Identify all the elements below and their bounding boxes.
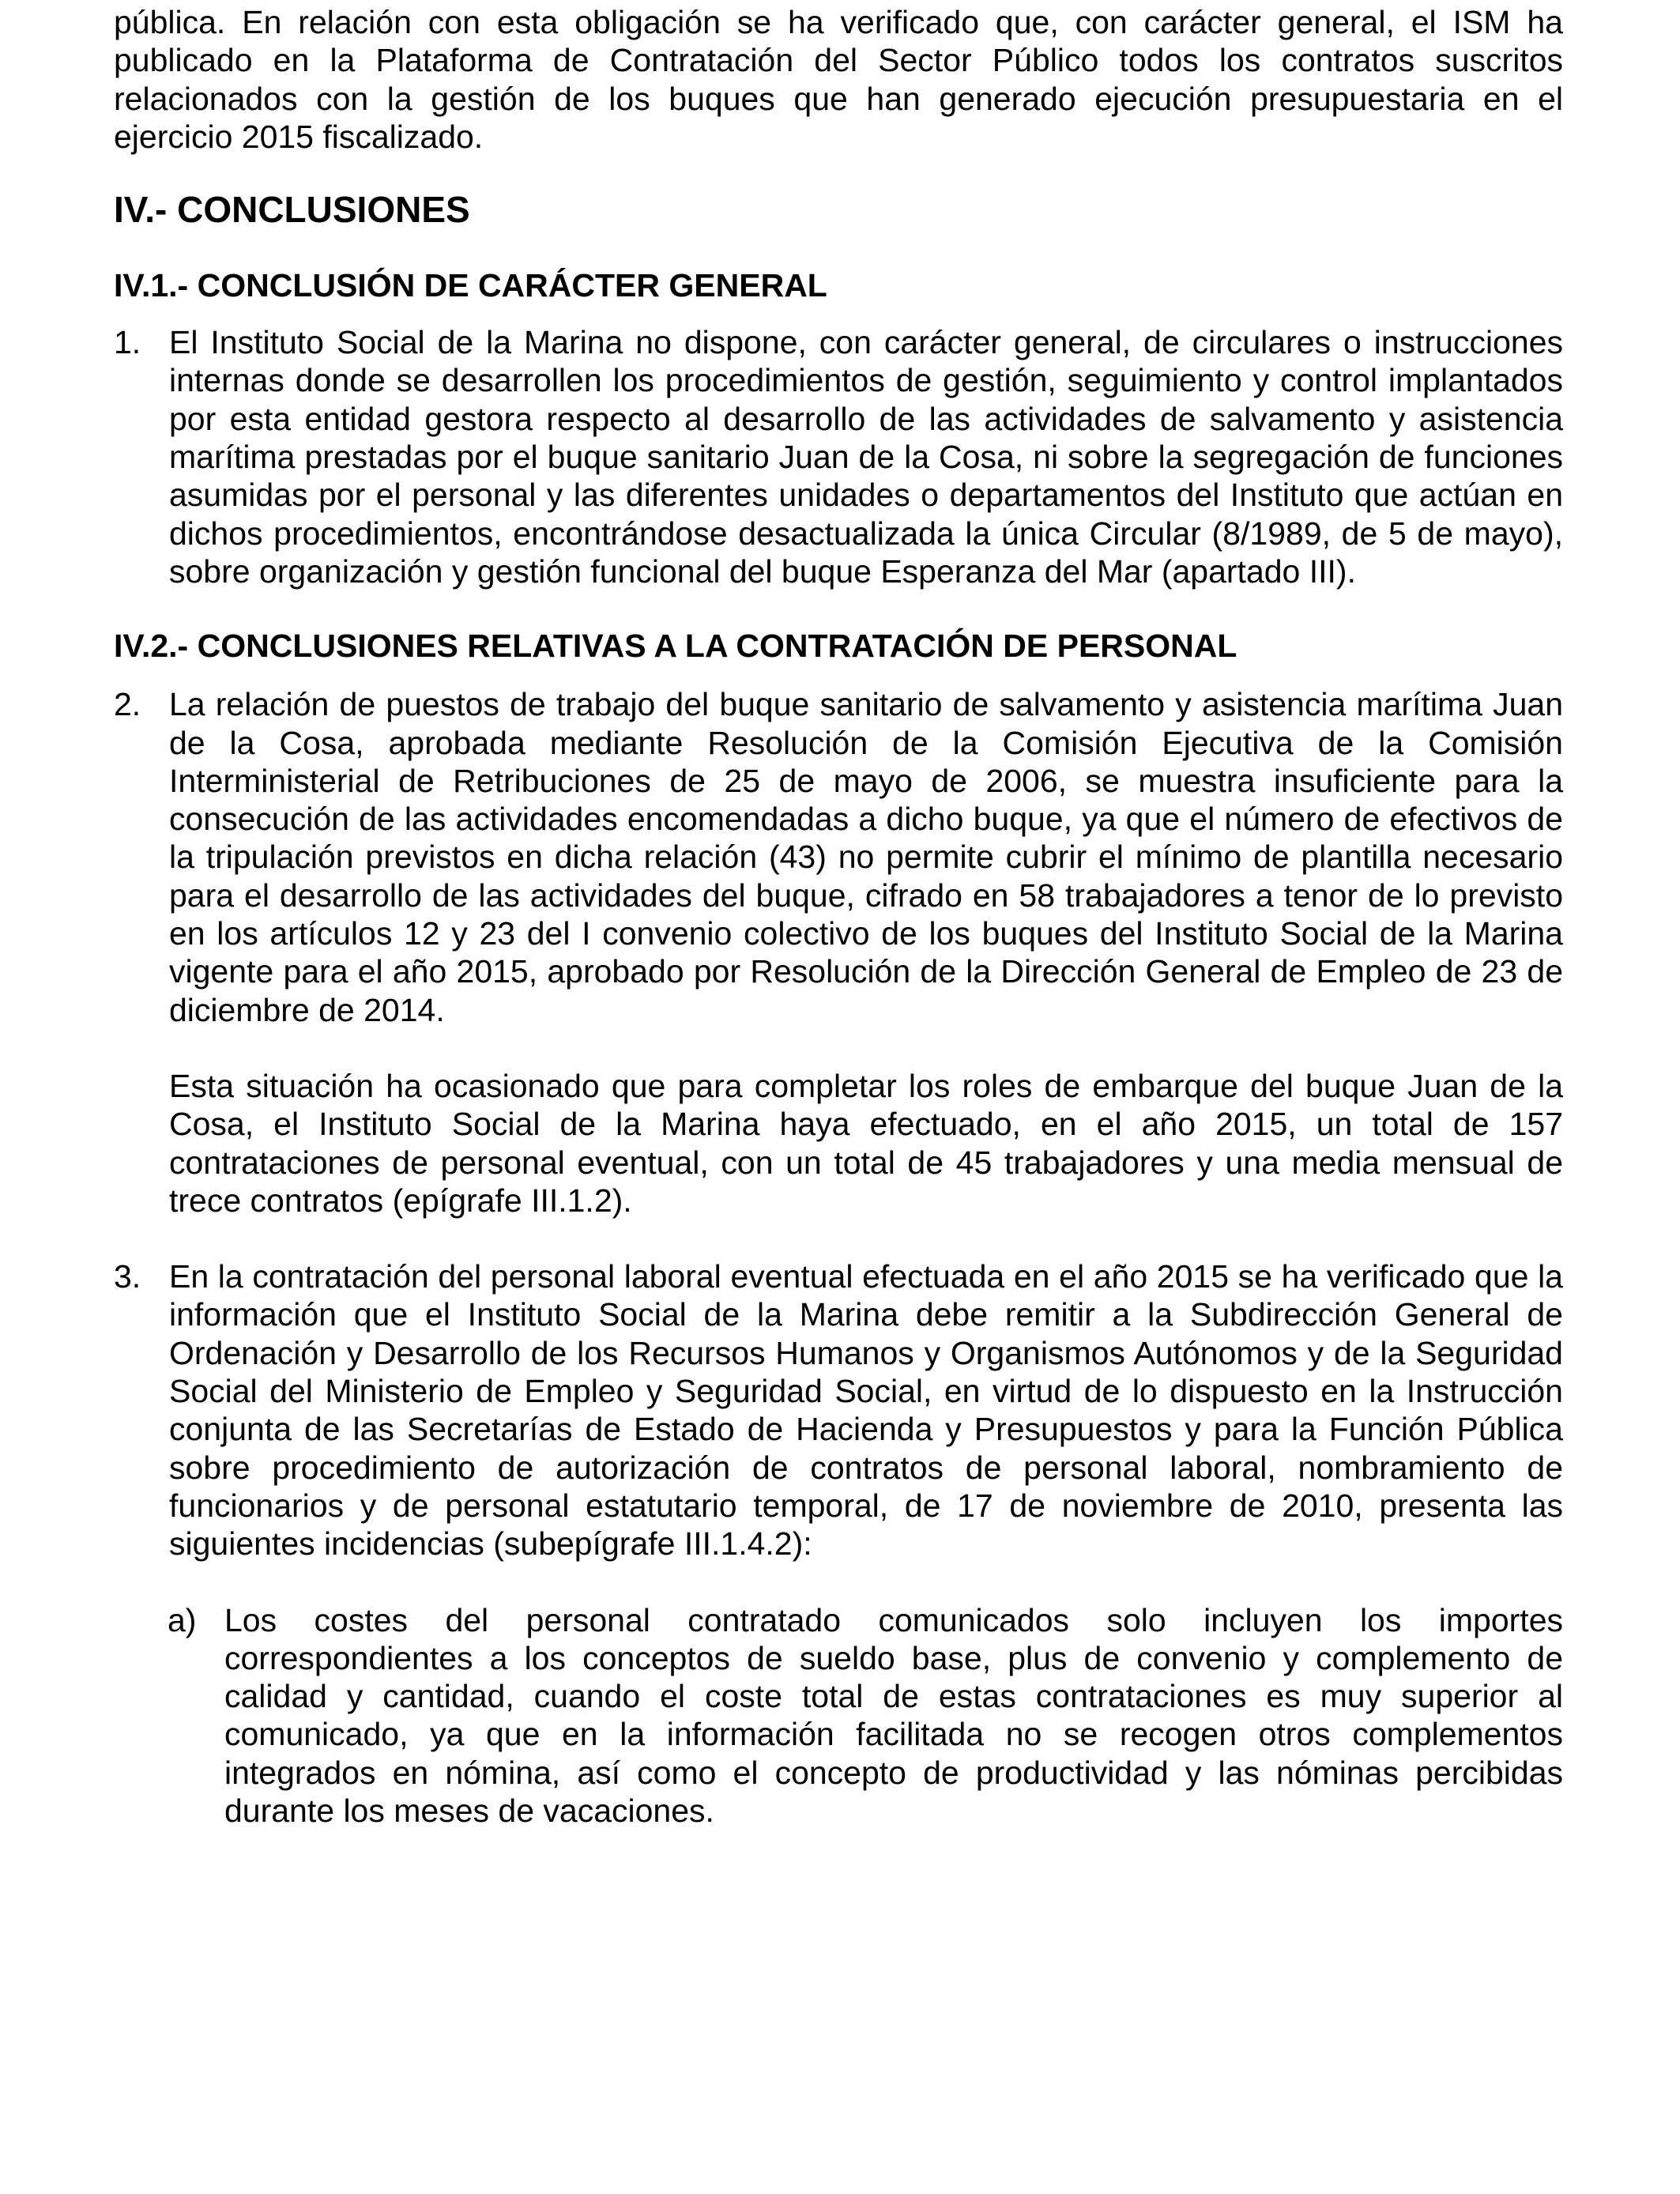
- section-title: IV.- CONCLUSIONES: [114, 189, 470, 231]
- conclusion-text: La relación de puestos de trabajo del buque sanitario de salvamento y asistencia marítima Juan de la Cosa, aprobada mediante Resolución de la Comisión Ejecutiva de la Comisión Interministerial de Retribuciones de 25 de mayo de 2006, se muestra insuficiente para la consecución de las actividades encomendadas a dicho buque, ya que el número de efectivos de la tripulación previstos en dicha relación (43) no permite cubrir el mínimo de plantilla necesario para el desarrollo de las actividades del buque, cifrado en 58 trabajadores a tenor de lo previsto en los artículos 12 y 23 del I convenio colectivo de los buques del Instituto Social de la Marina vigente para el año 2015, aprobado por Resolución de la Dirección General de Empleo de 23 de diciembre de 2014.: [169, 686, 1563, 1028]
- conclusion-item-3: [114, 1257, 1563, 1563]
- conclusion-continuation: Esta situación ha ocasionado que para completar los roles de embarque del buque Juan de la Cosa, el Instituto Social de la Marina haya efectuado, en el año 2015, un total de 157 contrataciones de personal eventual, con un total de 45 trabajadores y una media mensual de trece contratos (epígrafe III.1.2).: [169, 1067, 1563, 1219]
- conclusion-text: En la contratación del personal laboral eventual efectuada en el año 2015 se ha verificado que la información que el Instituto Social de la Marina debe remitir a la Subdirección General de Ordenación y Desarrollo de los Recursos Humanos y Organismos Autónomos y de la Seguridad Social del Ministerio de Empleo y Seguridad Social, en virtud de lo dispuesto en la Instrucción conjunta de las Secretarías de Estado de Hacienda y Presupuestos y para la Función Pública sobre procedimiento de autorización de contratos de personal laboral, nombramiento de funcionarios y de personal estatutario temporal, de 17 de noviembre de 2010, presenta las siguientes incidencias (subepígrafe III.1.4.2):: [169, 1258, 1563, 1563]
- conclusion-number: 3.: [114, 1258, 141, 1295]
- document-page: [114, 0, 1563, 1830]
- conclusion-item-1: [114, 323, 1563, 590]
- subsection-title-personal: IV.2.- CONCLUSIONES RELATIVAS A LA CONTRATACIÓN DE PERSONAL: [114, 628, 1237, 665]
- conclusion-text: El Instituto Social de la Marina no dispone, con carácter general, de circulares o instrucciones internas donde se desarrollen los procedimientos de gestión, seguimiento y control implantados por esta entidad gestora respecto al desarrollo de las actividades de salvamento y asistencia marítima prestadas por el buque sanitario Juan de la Cosa, ni sobre la segregación de funciones asumidas por el personal y las diferentes unidades o departamentos del Instituto que actúan en dichos procedimientos, encontrándose desactualizada la única Circular (8/1989, de 5 de mayo), sobre organización y gestión funcional del buque Esperanza del Mar (apartado III).: [169, 324, 1563, 590]
- incidence-item-a: [114, 1601, 1563, 1830]
- conclusion-item-2: [114, 685, 1563, 1029]
- incidence-letter: a): [168, 1601, 197, 1638]
- conclusion-number: 2.: [114, 686, 141, 723]
- conclusion-number: 1.: [114, 324, 141, 361]
- subsection-title-general: IV.1.- CONCLUSIÓN DE CARÁCTER GENERAL: [114, 267, 827, 304]
- incidence-text: Los costes del personal contratado comunicados solo incluyen los importes correspondientes a los conceptos de sueldo base, plus de convenio y complemento de calidad y cantidad, cuando el coste total de estas contrataciones es muy superior al comunicado, ya que en la información facilitada no se recogen otros complementos integrados en nómina, así como el concepto de productividad y las nóminas percibidas durante los meses de vacaciones.: [224, 1601, 1563, 1829]
- intro-paragraph: pública. En relación con esta obligación se ha verificado que, con carácter general, el ISM ha publicado en la Plataforma de Contratación del Sector Público todos los contratos suscritos relacionados con la gestión de los buques que han generado ejecución presupuestaria en el ejercicio 2015 fiscalizado.: [114, 4, 1563, 155]
